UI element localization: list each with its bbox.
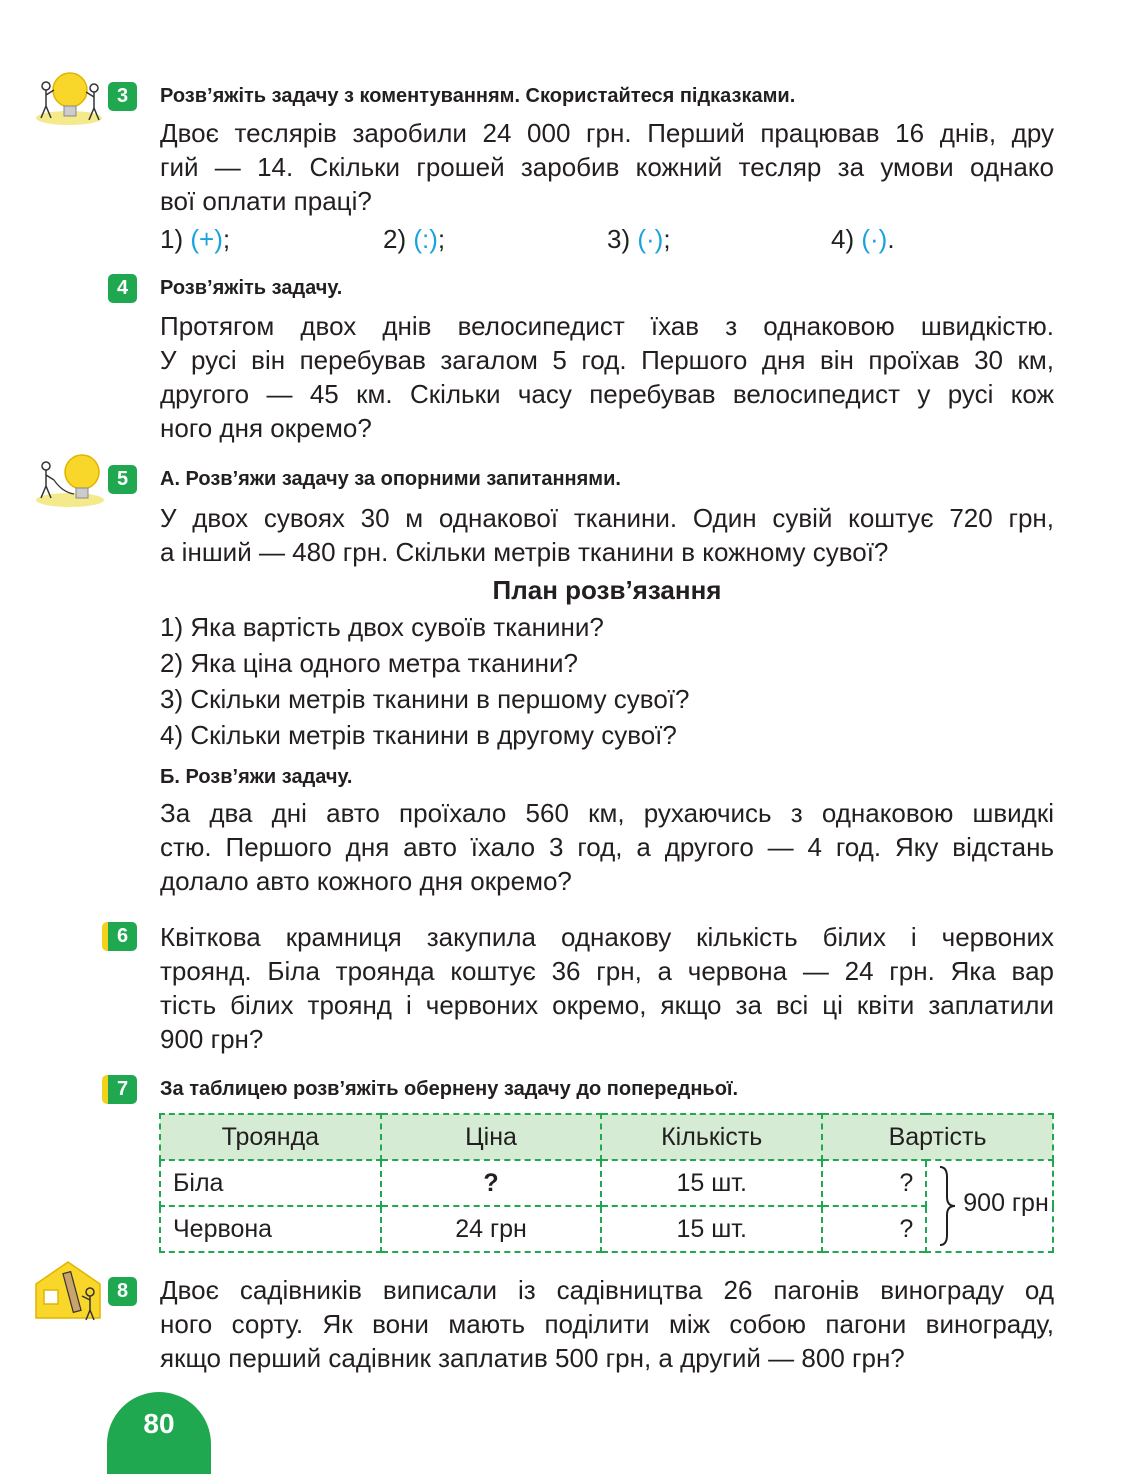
task-4-line: У русі він перебував загалом 5 год. Першого дня він проїхав 30 км, <box>160 345 1054 375</box>
task-5b-text <box>160 796 1054 898</box>
task-5b-line: За два дні авто проїхало 560 км, рухаючись з однаковою швидкі <box>160 798 1054 828</box>
hint-end: ; <box>222 224 231 254</box>
hint-label: 3) <box>607 224 631 254</box>
task-6-line: троянд. Біла троянда коштує 36 грн, а червона — 24 грн. Яка вар <box>160 956 1054 986</box>
plan-title: План розв’язання <box>492 575 722 605</box>
table-cell: ? <box>822 1206 926 1252</box>
hint-op: (·) <box>861 224 888 254</box>
rose-table <box>159 1113 1054 1253</box>
task-4-instruction: Розв’яжіть задачу. <box>160 277 343 299</box>
hint-3 <box>607 222 671 256</box>
task-5a-line: У двох сувоях 30 м однакової тканини. Один сувій коштує 720 грн, <box>160 503 1054 533</box>
hint-op: (+) <box>190 224 223 254</box>
task-3-line: Двоє теслярів заробили 24 000 грн. Перший працював 16 днів, дру <box>160 118 1054 148</box>
hint-1 <box>160 222 230 256</box>
hint-label: 2) <box>383 224 407 254</box>
task-8-line: Двоє садівників виписали із садівництва 26 пагонів винограду од <box>160 1275 1054 1305</box>
task-8-line: якщо перший садівник заплатив 500 грн, а другий — 800 грн? <box>160 1343 905 1373</box>
task-8-line: ного сорту. Як вони мають поділити між собою пагони винограду, <box>160 1309 1054 1339</box>
hint-op: (·) <box>637 224 664 254</box>
hint-2 <box>383 222 445 256</box>
total-value: 900 грн <box>963 1189 1049 1217</box>
hint-end: ; <box>437 224 446 254</box>
hint-end: . <box>887 224 895 254</box>
task-3-text <box>160 116 1054 218</box>
lightbulb-people-icon <box>34 68 104 126</box>
task-5b-line: долало авто кожного дня окремо? <box>160 866 572 896</box>
hint-end: ; <box>663 224 671 254</box>
task-7-number: 7 <box>102 1075 137 1104</box>
task-5-number: 5 <box>108 465 137 494</box>
plan-item: 2) Яка ціна одного метра тканини? <box>160 648 578 678</box>
total-cell <box>926 1160 1053 1252</box>
table-header: Вартість <box>822 1114 1053 1160</box>
task-6-line: 900 грн? <box>160 1024 264 1054</box>
hint-4 <box>831 222 895 256</box>
task-8-number: 8 <box>108 1277 137 1306</box>
plan-item: 4) Скільки метрів тканини в другому сувої? <box>160 720 677 750</box>
hint-op: (:) <box>413 224 438 254</box>
task-4-text <box>160 309 1054 445</box>
hint-label: 1) <box>160 224 184 254</box>
table-cell: Червона <box>160 1206 381 1252</box>
task-4-number: 4 <box>108 274 137 303</box>
table-row <box>160 1160 1053 1206</box>
table-header: Ціна <box>381 1114 602 1160</box>
task-4-line: ного дня окремо? <box>160 413 372 443</box>
house-pencil-icon <box>30 1258 108 1322</box>
table-row <box>160 1206 1053 1252</box>
plan-item: 1) Яка вартість двох сувоїв тканини? <box>160 612 604 642</box>
plan-item: 3) Скільки метрів тканини в першому сувої? <box>160 684 690 714</box>
table-cell: 15 шт. <box>601 1206 822 1252</box>
lightbulb-person-icon <box>30 452 106 508</box>
task-3-line: гий — 14. Скільки грошей заробив кожний тесляр за умови однако <box>160 152 1054 182</box>
task-6-line: тість білих троянд і червоних окремо, якщо за всі ці квіти заплатили <box>160 990 1054 1020</box>
table-header: Троянда <box>160 1114 381 1160</box>
task-4-line: другого — 45 км. Скільки часу перебував велосипедист у русі кож <box>160 379 1054 409</box>
task-3-line: вої оплати праці? <box>160 186 372 216</box>
task-5-instruction-b: Б. Розв’яжи задачу. <box>160 766 353 788</box>
hint-label: 4) <box>831 224 855 254</box>
task-3-instruction: Розв’яжіть задачу з коментуванням. Скористайтеся підказками. <box>160 85 796 107</box>
task-4-line: Протягом двох днів велосипедист їхав з однаковою швидкістю. <box>160 311 1054 341</box>
task-6-line: Квіткова крамниця закупила однакову кількість білих і червоних <box>160 922 1054 952</box>
brace-icon <box>937 1165 957 1247</box>
task-5b-line: стю. Першого дня авто їхало 3 год, а другого — 4 год. Яку відстань <box>160 832 1054 862</box>
table-cell: 15 шт. <box>601 1160 822 1206</box>
task-5-instruction-a: А. Розв’яжи задачу за опорними запитаннями. <box>160 468 621 490</box>
page-number: 80 <box>107 1392 211 1474</box>
table-cell: 24 грн <box>381 1206 602 1252</box>
table-cell: ? <box>381 1160 602 1206</box>
task-8-text <box>160 1273 1054 1375</box>
task-7-instruction: За таблицею розв’яжіть обернену задачу до попередньої. <box>160 1078 739 1100</box>
task-6-number: 6 <box>102 922 137 951</box>
table-cell: ? <box>822 1160 926 1206</box>
table-cell: Біла <box>160 1160 381 1206</box>
task-6-text <box>160 920 1054 1056</box>
task-5a-text <box>160 501 1054 569</box>
table-header: Кількість <box>601 1114 822 1160</box>
task-3-number: 3 <box>108 82 137 111</box>
table-header-row <box>160 1114 1053 1160</box>
task-5a-line: а інший — 480 грн. Скільки метрів тканини в кожному сувої? <box>160 537 889 567</box>
